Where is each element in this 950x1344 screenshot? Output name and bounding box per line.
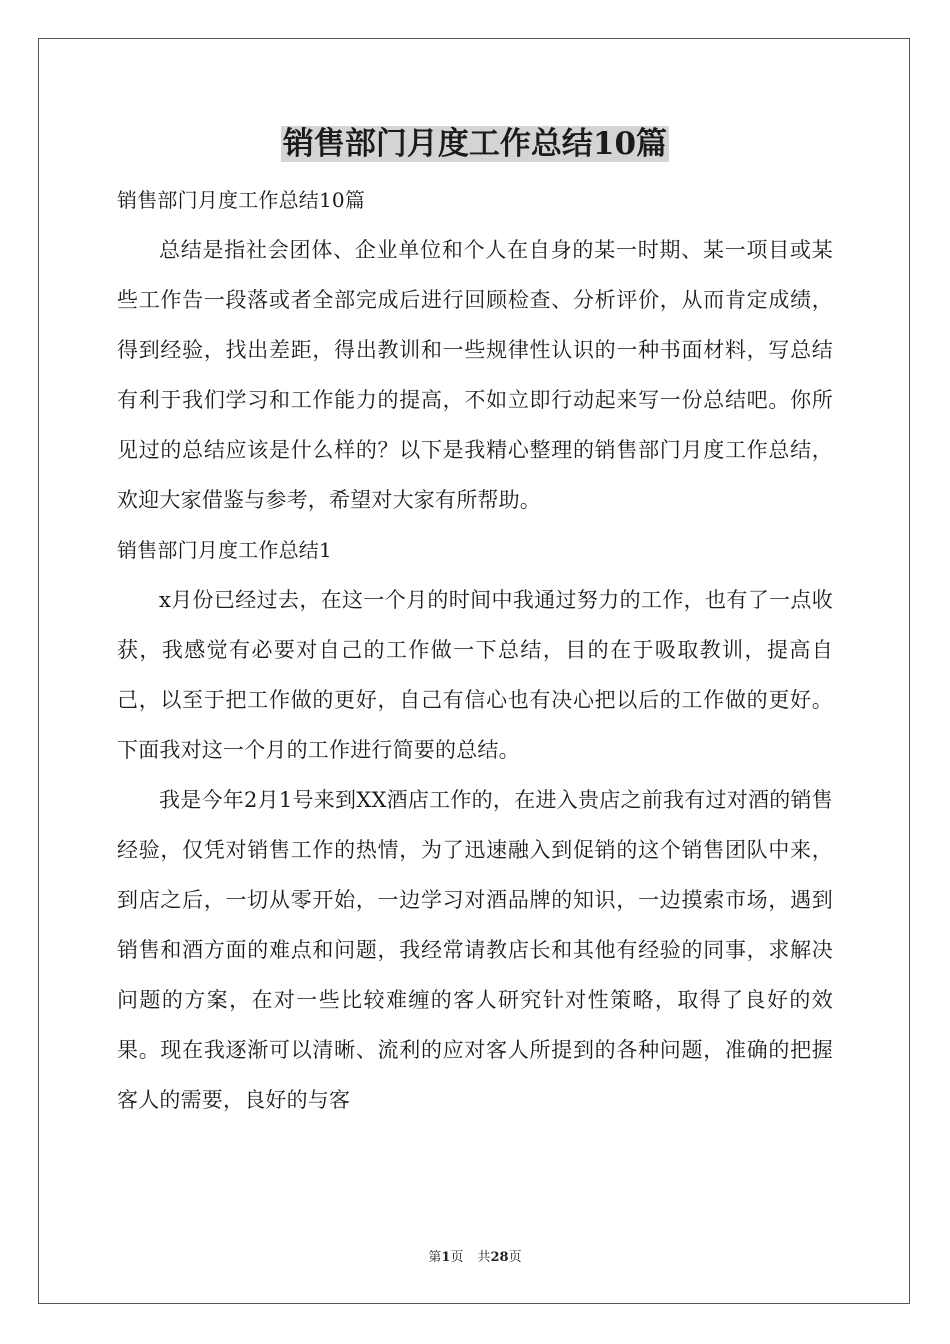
total-suffix: 页: [508, 1250, 522, 1265]
page-footer: [0, 1246, 950, 1265]
total-prefix: 共: [477, 1250, 491, 1265]
page-suffix: 页: [450, 1250, 464, 1265]
page-total-number: 28: [490, 1250, 509, 1265]
document-subtitle: 销售部门月度工作总结10篇: [117, 188, 366, 212]
document-title-text: 销售部门月度工作总结10篇: [282, 126, 668, 162]
section-heading: 销售部门月度工作总结1: [117, 538, 332, 562]
page-prefix: 第: [428, 1250, 442, 1265]
intro-paragraph: 总结是指社会团体、企业单位和个人在自身的某一时期、某一项目或某些工作告一段落或者全部完成后进行回顾检查、分析评价，从而肯定成绩，得到经验，找出差距，得出教训和一些规律性认识的一种书面材料，写总结有利于我们学习和工作能力的提高，不如立即行动起来写一份总结吧。你所见过的总结应该是什么样的？以下是我精心整理的销售部门月度工作总结，欢迎大家借鉴与参考，希望对大家有所帮助。: [117, 238, 833, 512]
document-body: [117, 175, 833, 1125]
document-title: [0, 120, 950, 168]
body-paragraph-2: 我是今年2月1号来到XX酒店工作的，在进入贵店之前我有过对酒的销售经验，仅凭对销售工作的热情，为了迅速融入到促销的这个销售团队中来，到店之后，一切从零开始，一边学习对酒品牌的知识，一边摸索市场，遇到销售和酒方面的难点和问题，我经常请教店长和其他有经验的同事，求解决问题的方案，在对一些比较难缠的客人研究针对性策略，取得了良好的效果。现在我逐渐可以清晰、流利的应对客人所提到的各种问题，准确的把握客人的需要，良好的与客: [117, 788, 833, 1112]
body-paragraph-1: x月份已经过去，在这一个月的时间中我通过努力的工作，也有了一点收获，我感觉有必要对自己的工作做一下总结，目的在于吸取教训，提高自己，以至于把工作做的更好，自己有信心也有决心把以后的工作做的更好。下面我对这一个月的工作进行简要的总结。: [117, 588, 833, 762]
page-current-number: 1: [441, 1250, 451, 1265]
